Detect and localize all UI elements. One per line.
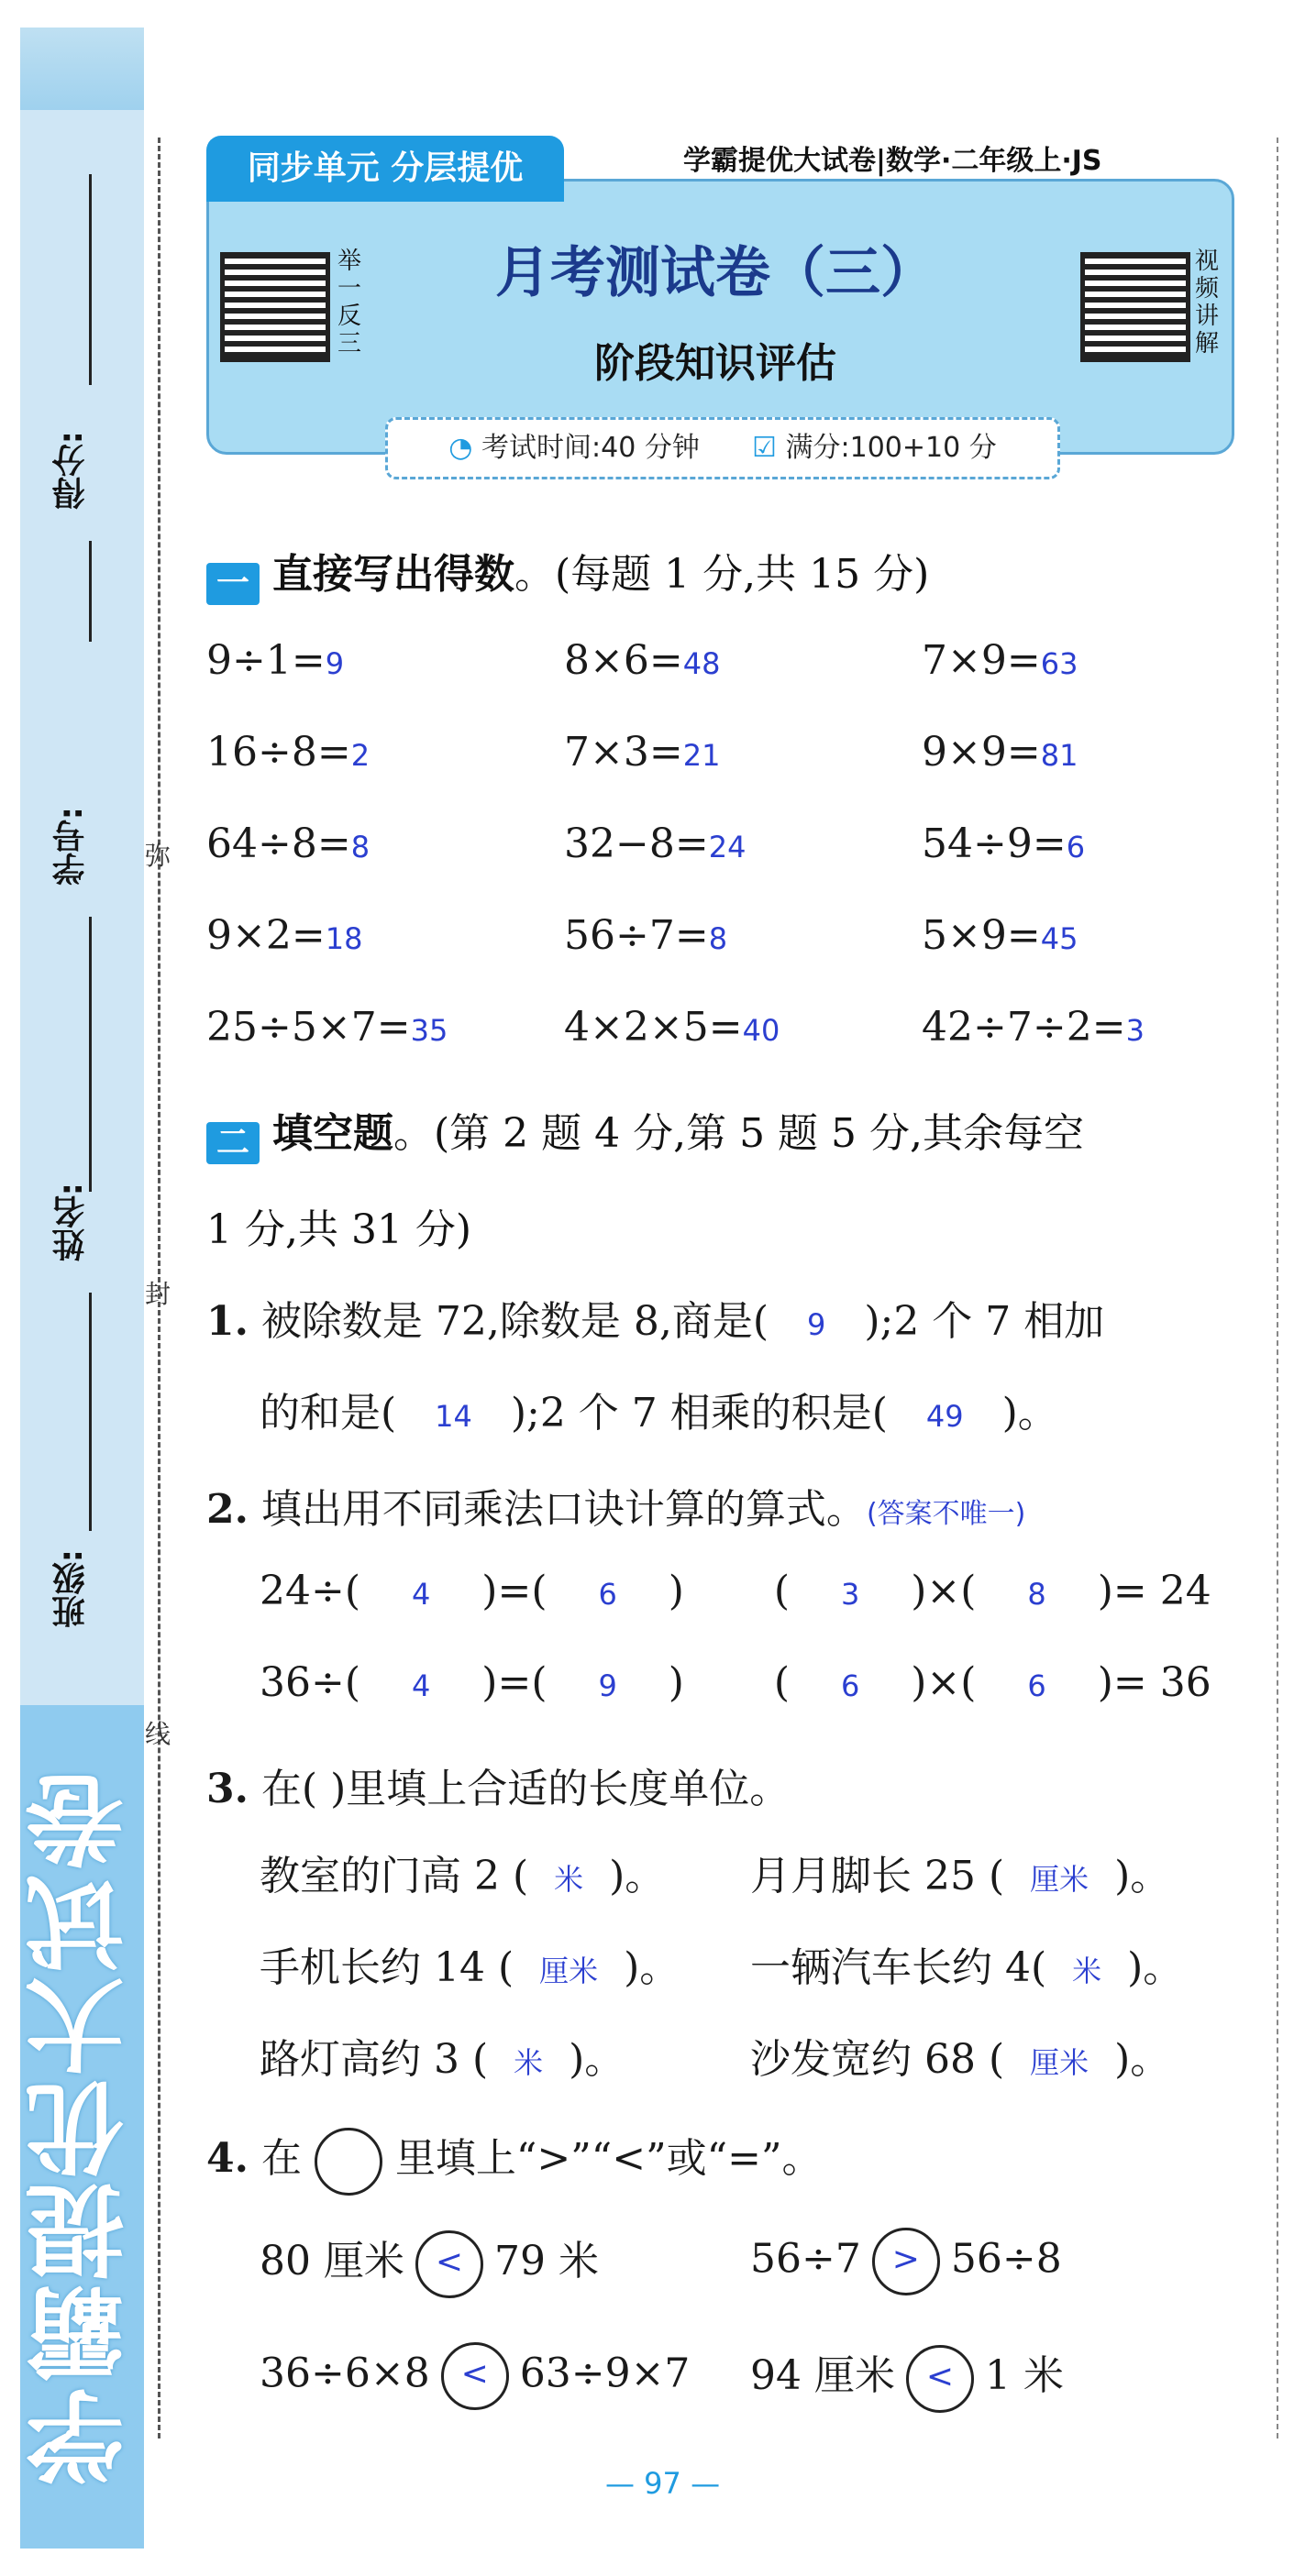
q4-heading <box>206 2125 823 2196</box>
calc-question: 4×2×5= <box>564 1004 743 1051</box>
q1-text-2: );2 个 7 相加 <box>864 1298 1105 1345</box>
calc-item <box>206 912 362 959</box>
compare-right: 79 米 <box>493 2238 599 2284</box>
q2-r1-left: 24÷( <box>260 1568 361 1614</box>
section-1-number: 一 <box>206 563 260 605</box>
unit-text: 手机长约 14 ( <box>260 1944 514 1991</box>
q2-r2-a[interactable]: 4 <box>411 1668 431 1703</box>
q1-answer-3[interactable]: 49 <box>925 1399 964 1434</box>
q2-r2-result: 36 <box>1159 1659 1211 1706</box>
check-icon: ☑ <box>752 432 777 464</box>
calc-answer[interactable]: 2 <box>350 738 371 773</box>
empty-circle-icon <box>315 2128 382 2196</box>
calc-answer[interactable]: 9 <box>325 646 345 681</box>
qr-left-label: 举一反三 <box>337 248 362 358</box>
brand-vertical <box>25 1723 141 2530</box>
class-label: 班级: <box>52 1549 90 1629</box>
calc-answer[interactable]: 40 <box>742 1013 780 1048</box>
seal-char-1: 弥 <box>145 841 171 871</box>
exam-score: 满分:100+10 分 <box>785 432 997 464</box>
calc-question: 16÷8= <box>206 729 351 776</box>
unit-end: )。 <box>1114 1853 1171 1899</box>
q2-r1-b[interactable]: 6 <box>598 1577 617 1612</box>
q3-heading <box>206 1756 790 1814</box>
q2-hint: (答案不唯一) <box>866 1498 1026 1530</box>
unit-answer[interactable]: 厘米 <box>1030 1862 1089 1897</box>
q2-r2-b[interactable]: 9 <box>598 1668 617 1703</box>
unit-end: )。 <box>1114 2036 1171 2083</box>
unit-item <box>750 2026 1170 2085</box>
calc-answer[interactable]: 81 <box>1040 738 1078 773</box>
q2-r1-d[interactable]: 8 <box>1027 1577 1046 1612</box>
seal-char-2: 封 <box>145 1279 171 1309</box>
calc-answer[interactable]: 24 <box>708 830 747 864</box>
calc-answer[interactable]: 6 <box>1066 830 1086 864</box>
compare-sign[interactable]: < <box>441 2342 509 2410</box>
calc-item <box>564 820 746 867</box>
unit-item <box>260 1843 665 1901</box>
q2-r2-c[interactable]: 6 <box>840 1668 860 1703</box>
qr-code-left[interactable] <box>220 252 330 362</box>
calc-answer[interactable]: 21 <box>682 738 721 773</box>
compare-sign[interactable]: < <box>415 2230 483 2298</box>
name-label: 姓名: <box>52 1183 90 1262</box>
section-2-number: 二 <box>206 1122 260 1164</box>
q2-r2-d[interactable]: 6 <box>1027 1668 1046 1703</box>
calc-question: 25÷5×7= <box>206 1004 411 1051</box>
unit-item <box>260 2026 625 2085</box>
q1-answer-1[interactable]: 9 <box>807 1307 826 1342</box>
calc-question: 5×9= <box>922 912 1041 959</box>
calc-question: 42÷7÷2= <box>922 1004 1126 1051</box>
q2-heading <box>206 1476 1025 1535</box>
calc-question: 8×6= <box>564 637 683 684</box>
calc-question: 7×9= <box>922 637 1041 684</box>
calc-item <box>922 1004 1145 1051</box>
compare-right: 63÷9×7 <box>519 2350 691 2397</box>
unit-text: 一辆汽车长约 4( <box>750 1944 1047 1991</box>
unit-answer[interactable]: 米 <box>1072 1954 1102 1988</box>
id-label: 学号: <box>52 807 90 886</box>
calc-item <box>564 1004 780 1051</box>
qr-right-label: 视频讲解 <box>1195 248 1220 358</box>
calc-question: 7×3= <box>564 729 683 776</box>
compare-sign[interactable]: < <box>906 2345 974 2413</box>
calc-item <box>564 637 720 684</box>
q4-text-1: 在 <box>260 2135 302 2182</box>
compare-left: 80 厘米 <box>260 2238 404 2284</box>
q4-text-2: 里填上“>”“<”或“=”。 <box>394 2135 823 2182</box>
calc-answer[interactable]: 8 <box>708 921 728 956</box>
q1-answer-2[interactable]: 14 <box>435 1399 472 1434</box>
calc-item <box>922 912 1078 959</box>
section-2-title: 填空题 <box>272 1110 393 1157</box>
q2-r1-result: 24 <box>1159 1568 1211 1614</box>
name-line <box>89 1293 92 1531</box>
compare-right: 56÷8 <box>950 2235 1062 2283</box>
page-number: — 97 — <box>605 2466 721 2501</box>
q2-number: 2. <box>206 1486 249 1533</box>
id-line <box>89 917 92 1192</box>
section-1-note: 。(每题 1 分,共 15 分) <box>514 551 930 598</box>
unit-answer[interactable]: 厘米 <box>1030 2045 1089 2080</box>
q1-line-1 <box>206 1288 1104 1347</box>
calc-item <box>206 1004 448 1051</box>
compare-item <box>260 2342 690 2410</box>
q1-text-4: );2 个 7 相乘的积是( <box>510 1390 888 1437</box>
compare-right: 1 米 <box>984 2352 1064 2399</box>
unit-end: )。 <box>1127 1944 1184 1991</box>
q2-text: 填出用不同乘法口诀计算的算式。 <box>260 1486 867 1533</box>
calc-item <box>206 729 370 776</box>
clock-icon: ◔ <box>448 432 473 464</box>
compare-sign[interactable]: > <box>872 2228 940 2295</box>
right-dash-line <box>1277 138 1278 2438</box>
q1-text-3: 的和是( <box>260 1390 397 1437</box>
calc-answer[interactable]: 3 <box>1125 1013 1145 1048</box>
calc-question: 9×9= <box>922 729 1041 776</box>
unit-item <box>260 1934 680 1993</box>
calc-item <box>922 729 1078 776</box>
compare-item <box>260 2228 599 2298</box>
series-title: 学霸提优大试卷|数学·二年级上·JS <box>683 145 1102 177</box>
score-line <box>89 174 92 385</box>
compare-item <box>750 2342 1064 2413</box>
q1-line-2 <box>260 1380 1058 1438</box>
q3-text: 在( )里填上合适的长度单位。 <box>260 1766 791 1812</box>
compare-left: 56÷7 <box>750 2235 861 2283</box>
calc-item <box>206 820 370 867</box>
calc-item <box>922 820 1085 867</box>
q3-number: 3. <box>206 1766 249 1812</box>
side-strip-top <box>20 28 144 110</box>
calc-answer[interactable]: 35 <box>410 1013 448 1048</box>
q1-number: 1. <box>206 1298 249 1345</box>
calc-answer[interactable]: 63 <box>1040 646 1078 681</box>
q2-r1-a[interactable]: 4 <box>411 1577 431 1612</box>
unit-end: )。 <box>624 1944 680 1991</box>
exam-info-bar <box>385 417 1060 479</box>
exam-time: 考试时间:40 分钟 <box>481 432 700 464</box>
unit-text: 教室的门高 2 ( <box>260 1853 529 1899</box>
calc-item <box>206 637 344 684</box>
exam-title: 月考测试卷（三） <box>495 241 935 305</box>
calc-answer[interactable]: 8 <box>350 830 371 864</box>
exam-subtitle: 阶段知识评估 <box>594 340 836 387</box>
unit-answer[interactable]: 厘米 <box>539 1954 599 1988</box>
score-line-2 <box>89 541 92 642</box>
calc-question: 9×2= <box>206 912 326 959</box>
calc-answer[interactable]: 18 <box>325 921 363 956</box>
unit-answer[interactable]: 米 <box>514 2045 544 2080</box>
compare-left: 94 厘米 <box>750 2352 895 2399</box>
q4-number: 4. <box>206 2135 249 2182</box>
calc-question: 56÷7= <box>564 912 709 959</box>
qr-code-right[interactable] <box>1080 252 1190 362</box>
unit-text: 沙发宽约 68 ( <box>750 2036 1005 2083</box>
unit-end: )。 <box>609 1853 666 1899</box>
q1-text-5: )。 <box>1001 1390 1058 1437</box>
unit-text: 路灯高约 3 ( <box>260 2036 489 2083</box>
calc-item <box>564 912 727 959</box>
calc-answer[interactable]: 45 <box>1040 921 1078 956</box>
section-2-note-cont: 1 分,共 31 分) <box>206 1206 472 1253</box>
calc-question: 64÷8= <box>206 820 351 867</box>
header-tag: 同步单元 分层提优 <box>206 136 564 202</box>
unit-item <box>750 1934 1183 1993</box>
calc-answer[interactable]: 48 <box>682 646 721 681</box>
section-1-title: 直接写出得数 <box>272 551 514 598</box>
compare-item <box>750 2228 1062 2295</box>
q2-r2-left: 36÷( <box>260 1659 361 1706</box>
section-1-heading <box>206 541 929 605</box>
q2-row-2: 36÷( 4 )=( 9 ) ( 6 )×( 6 )= 36 <box>260 1659 1211 1706</box>
calc-item <box>564 729 720 776</box>
calc-item <box>922 637 1078 684</box>
q2-r1-c[interactable]: 3 <box>840 1577 860 1612</box>
q1-text-1: 被除数是 72,除数是 8,商是( <box>260 1298 769 1345</box>
unit-end: )。 <box>569 2036 625 2083</box>
calc-question: 54÷9= <box>922 820 1067 867</box>
seal-char-3: 线 <box>145 1719 171 1749</box>
unit-item <box>750 1843 1170 1901</box>
section-2-heading <box>206 1100 1084 1164</box>
unit-text: 月月脚长 25 ( <box>750 1853 1005 1899</box>
calc-question: 9÷1= <box>206 637 326 684</box>
unit-answer[interactable]: 米 <box>554 1862 584 1897</box>
brand-text: 学霸提优大试卷 <box>25 1767 141 2486</box>
compare-left: 36÷6×8 <box>260 2350 430 2397</box>
section-2-note: 。(第 2 题 4 分,第 5 题 5 分,其余每空 <box>393 1110 1085 1157</box>
q2-row-1: 24÷( 4 )=( 6 ) ( 3 )×( 8 )= 24 <box>260 1568 1211 1614</box>
score-label: 得分: <box>52 431 90 511</box>
calc-question: 32−8= <box>564 820 709 867</box>
